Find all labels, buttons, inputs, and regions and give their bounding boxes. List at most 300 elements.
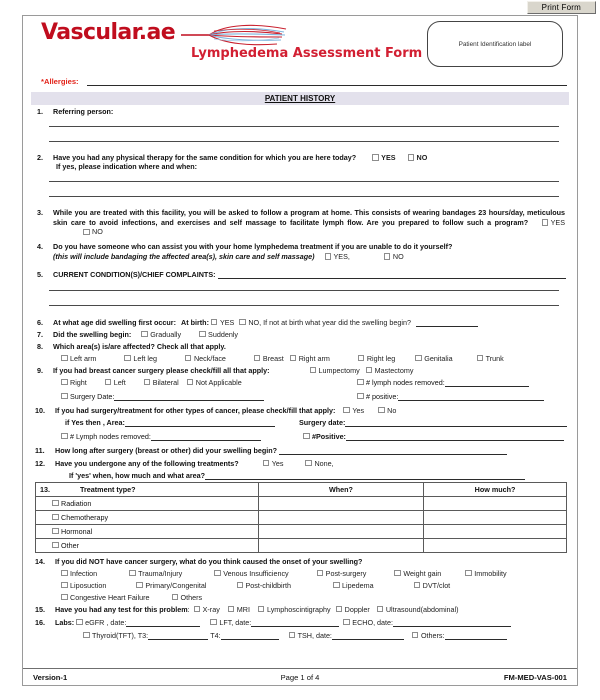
q15-number: 15. [35, 604, 45, 614]
q15-text: Have you had any test for this problem [55, 604, 188, 614]
question-15 [31, 605, 569, 614]
q5-text: CURRENT CONDITION(S)/CHIEF COMPLAINTS: [53, 269, 216, 279]
q8-right-leg-checkbox[interactable] [358, 355, 365, 362]
q9-option-left[interactable] [105, 378, 126, 387]
q9-right-checkbox[interactable] [61, 379, 68, 386]
lymphoscintigraphy-checkbox[interactable] [258, 606, 265, 613]
q9-text: If you had breast cancer surgery please check/fill all that apply: [53, 365, 270, 375]
q8-option-right-leg[interactable] [358, 354, 395, 363]
radiation-checkbox[interactable] [52, 500, 59, 507]
doppler-checkbox[interactable] [336, 606, 343, 613]
q2-no-checkbox[interactable] [408, 154, 415, 161]
egfr-label: eGFR , date: [85, 617, 127, 627]
treatment-row-chemotherapy[interactable] [36, 510, 259, 524]
lipedema-checkbox[interactable] [333, 582, 340, 589]
q12-none-checkbox[interactable] [305, 460, 312, 467]
q7-gradually-checkbox[interactable] [141, 331, 148, 338]
page-title: Lymphedema Assessment Form [191, 46, 423, 61]
hormonal-checkbox[interactable] [52, 528, 59, 535]
weight-gain-label: Weight gain [403, 568, 442, 578]
section-patient-history [31, 92, 569, 105]
footer-page-number: Page 1 of 4 [280, 672, 320, 682]
q10-positive-label: #Positive: [312, 431, 346, 441]
q11-text: How long after surgery (breast or other) did your swelling begin? [55, 445, 278, 455]
q9-surgery-date-input[interactable] [114, 393, 264, 401]
q1-input-line-1[interactable] [49, 126, 559, 127]
q14-options-row-2 [31, 581, 569, 590]
question-14 [31, 557, 569, 566]
post-childbirth-checkbox[interactable] [237, 582, 244, 589]
q10-surgery-date-label: Surgery date: [299, 417, 346, 427]
q10-no-option[interactable] [378, 406, 396, 415]
q2-yes-option[interactable] [372, 153, 395, 162]
q12-sub-row [31, 471, 569, 480]
q9-positive-field[interactable] [357, 392, 544, 401]
radiation-how-much-cell[interactable] [424, 496, 567, 510]
other-checkbox[interactable] [52, 542, 59, 549]
q8-options-row [31, 354, 569, 363]
q14-number: 14. [35, 556, 45, 566]
q8-left-arm-label: Left arm [70, 353, 97, 363]
ultrasound-label: Ultrasound(abdominal) [385, 604, 459, 614]
q7-gradually-label: Gradually [150, 329, 182, 339]
q13-number: 13. [40, 484, 50, 494]
q8-option-genitalia[interactable] [415, 354, 452, 363]
q14-option-dvt-clot[interactable] [414, 581, 451, 590]
tsh-checkbox[interactable] [289, 632, 296, 639]
q6-yes-checkbox[interactable] [211, 319, 218, 326]
q3-no-checkbox[interactable] [83, 229, 90, 236]
q10-nodes-row [31, 432, 569, 442]
q9-positive-label: # positive: [366, 391, 399, 401]
question-4 [31, 242, 569, 261]
q12-text: Have you undergone any of the following treatments? [55, 458, 239, 468]
patient-id-label-text: Patient Identification label [458, 40, 532, 48]
q4-no-checkbox[interactable] [384, 253, 391, 260]
q4-text: Do you have someone who can assist you with your home lymphedema treatment if you are unable to do it yourself? [53, 242, 453, 252]
q16-tsh-field[interactable] [289, 631, 404, 640]
q9-option-right[interactable] [61, 378, 87, 387]
q2-input-line-2[interactable] [49, 196, 559, 197]
q2-text: Have you had any physical therapy for the same condition for which you are here today? [53, 153, 357, 162]
q12-yes-checkbox[interactable] [263, 460, 270, 467]
q10-surgery-date-field[interactable] [299, 418, 567, 427]
egfr-date-input[interactable] [126, 619, 200, 627]
allergies-row [31, 76, 569, 92]
q3-no-option[interactable] [83, 227, 103, 237]
q6-year-input[interactable] [416, 319, 478, 327]
post-childbirth-label: Post-childbirth [245, 580, 292, 590]
vascular-logo-text: Vascular.ae [41, 20, 176, 45]
q14-others-label: Others [180, 592, 203, 602]
question-3 [31, 208, 569, 237]
hormonal-when-cell[interactable] [258, 524, 423, 538]
q8-left-arm-checkbox[interactable] [61, 355, 68, 362]
q7-option-suddenly[interactable] [199, 330, 238, 339]
q14-option-venous-insufficiency[interactable] [214, 569, 288, 578]
q3-text: While you are treated with this facility, you will be asked to follow a program at home. This consists of wearing bandages 23 hours/day, meticulous skin care to avoid infections, and exercises and self massage to facilitate lymph flow. Are you prepared to follow such a program? [53, 208, 565, 227]
question-7 [31, 330, 569, 339]
q8-option-neck-face[interactable] [185, 354, 226, 363]
q8-right-arm-label: Right arm [298, 353, 330, 363]
q16-echo-field[interactable] [343, 618, 511, 627]
required-asterisk: * [41, 77, 44, 86]
q10-yes-label: Yes [352, 405, 365, 415]
primary-congenital-label: Primary/Congenital [145, 580, 207, 590]
chemotherapy-when-cell[interactable] [258, 510, 423, 524]
question-16 [31, 618, 569, 627]
primary-congenital-checkbox[interactable] [136, 582, 143, 589]
q4-yes-option[interactable] [325, 252, 350, 262]
q10-area-row [31, 418, 569, 428]
q9-option-bilateral[interactable] [144, 378, 179, 387]
q2-yes-label: YES [381, 153, 396, 162]
q10-if-yes-label: if Yes then , Area: [65, 417, 125, 427]
print-form-button[interactable]: Print Form [527, 1, 596, 14]
q3-yes-label: YES [550, 217, 565, 227]
q14-option-infection[interactable] [61, 569, 97, 578]
dvt-clot-checkbox[interactable] [414, 582, 421, 589]
q4-no-label: NO [392, 251, 404, 261]
xray-label: X-ray [202, 604, 220, 614]
question-8 [31, 342, 569, 351]
q8-right-arm-checkbox[interactable] [290, 355, 297, 362]
q3-no-label: NO [92, 227, 103, 237]
q9-bilateral-checkbox[interactable] [144, 379, 151, 386]
patient-identification-label-box[interactable] [427, 21, 563, 67]
t3-input[interactable] [148, 632, 208, 640]
congestive-heart-failure-checkbox[interactable] [61, 594, 68, 601]
q7-number: 7. [37, 329, 43, 339]
q7-suddenly-label: Suddenly [208, 329, 239, 339]
q4-yes-label: YES, [333, 251, 350, 261]
q6-no-label: NO, If not at birth what year did the swelling begin? [248, 317, 411, 327]
q9-nodes-removed-input[interactable] [445, 379, 529, 387]
question-10 [31, 406, 569, 415]
q14-option-primary-congenital[interactable] [136, 581, 206, 590]
q8-left-leg-checkbox[interactable] [124, 355, 131, 362]
treatment-row-radiation[interactable] [36, 496, 259, 510]
q9-left-label: Left [113, 377, 126, 387]
q5-number: 5. [37, 269, 43, 279]
section-title: PATIENT HISTORY [264, 94, 336, 103]
q16-others-field[interactable] [412, 631, 507, 640]
infection-label: Infection [70, 568, 98, 578]
q16-others-input[interactable] [445, 632, 507, 640]
table-row [36, 496, 567, 510]
q3-number: 3. [37, 208, 43, 217]
q9-option-mastectomy[interactable] [366, 366, 414, 375]
q9-not-applicable-label: Not Applicable [195, 377, 242, 387]
q14-option-trauma-injury[interactable] [129, 569, 182, 578]
q8-option-trunk[interactable] [477, 354, 504, 363]
q16-egfr-field[interactable] [76, 618, 200, 627]
q14-option-post-childbirth[interactable] [237, 581, 292, 590]
q6-yes-option[interactable] [211, 318, 234, 327]
q15-option-mri[interactable] [228, 605, 250, 614]
q16-others-label: Others: [420, 630, 445, 640]
question-6 [31, 318, 569, 327]
q9-mastectomy-checkbox[interactable] [366, 367, 373, 374]
q9-left-checkbox[interactable] [105, 379, 112, 386]
q16-labs-label: Labs: [55, 617, 75, 627]
q14-options-row-3 [31, 593, 569, 602]
liposuction-checkbox[interactable] [61, 582, 68, 589]
q4-yes-checkbox[interactable] [325, 253, 332, 260]
q15-option-doppler[interactable] [336, 605, 370, 614]
lft-checkbox[interactable] [210, 619, 217, 626]
q8-option-left-arm[interactable] [61, 354, 96, 363]
q10-area-input[interactable] [125, 419, 275, 427]
trauma-injury-checkbox[interactable] [129, 570, 136, 577]
venous-insufficiency-checkbox[interactable] [214, 570, 221, 577]
table-row [36, 524, 567, 538]
when-header: When? [258, 482, 423, 496]
q12-none-option[interactable] [305, 459, 333, 468]
allergies-label: *Allergies: [41, 77, 79, 86]
form-header [31, 16, 569, 76]
q7-option-gradually[interactable] [141, 330, 181, 339]
how-much-header: How much? [424, 482, 567, 496]
question-11 [31, 446, 569, 455]
q8-text: Which area(s) is/are affected? Check all that apply. [53, 341, 226, 351]
q6-no-checkbox[interactable] [239, 319, 246, 326]
treatment-table [35, 482, 567, 553]
q7-text: Did the swelling begin: [53, 329, 132, 339]
vein-leaf-logo-icon [181, 22, 291, 48]
thyroid-checkbox[interactable] [83, 632, 90, 639]
q6-at-birth-label: At birth: [181, 317, 209, 327]
question-9 [31, 366, 569, 375]
q9-mastectomy-label: Mastectomy [374, 365, 414, 375]
mri-label: MRI [236, 604, 250, 614]
question-1 [31, 107, 569, 116]
q2-number: 2. [37, 153, 43, 162]
radiation-when-cell[interactable] [258, 496, 423, 510]
q4-italic-note: (this will include bandaging the affected area(s), skin care and self massage) [53, 251, 315, 261]
question-5 [31, 270, 569, 279]
post-surgery-checkbox[interactable] [317, 570, 324, 577]
footer-version: Version-1 [33, 672, 68, 682]
question-12 [31, 459, 569, 468]
immobility-checkbox[interactable] [465, 570, 472, 577]
q5-input-line-2[interactable] [49, 290, 559, 291]
q14-others-checkbox[interactable] [172, 594, 179, 601]
q9-positive-input[interactable] [398, 393, 544, 401]
q1-input-line-2[interactable] [49, 141, 559, 142]
q2-input-line-1[interactable] [49, 181, 559, 182]
q8-number: 8. [37, 341, 43, 351]
q14-option-lipedema[interactable] [333, 581, 374, 590]
q9-nodes-removed-label: # lymph nodes removed: [366, 377, 445, 387]
q8-option-right-arm[interactable] [290, 354, 330, 363]
allergies-input[interactable] [87, 85, 567, 86]
q9-surgery-date-label: Surgery Date: [70, 391, 115, 401]
q8-neck-face-checkbox[interactable] [185, 355, 192, 362]
lft-date-input[interactable] [251, 619, 339, 627]
liposuction-label: Liposuction [70, 580, 107, 590]
q16-t4-field[interactable] [210, 631, 278, 640]
q8-option-breast[interactable] [254, 354, 284, 363]
chemotherapy-checkbox[interactable] [52, 514, 59, 521]
q14-option-liposuction[interactable] [61, 581, 106, 590]
q9-lumpectomy-label: Lumpectomy [318, 365, 360, 375]
q6-yes-label: YES [219, 317, 235, 327]
q6-no-option[interactable] [239, 318, 411, 327]
q12-yes-option[interactable] [263, 459, 284, 468]
q10-nodes-removed-field[interactable] [61, 432, 261, 441]
q15-option-ultrasound[interactable] [377, 605, 459, 614]
tsh-date-input[interactable] [332, 632, 404, 640]
echo-label: ECHO, date: [352, 617, 394, 627]
q12-none-label: None, [314, 458, 334, 468]
q9-side-row [31, 378, 569, 388]
echo-checkbox[interactable] [343, 619, 350, 626]
chemotherapy-how-much-cell[interactable] [424, 510, 567, 524]
q12-yes-label: Yes [271, 458, 284, 468]
q14-text: If you did NOT have cancer surgery, what do you think caused the onset of your swelling? [55, 556, 363, 566]
infection-checkbox[interactable] [61, 570, 68, 577]
doppler-label: Doppler [344, 604, 370, 614]
q2-yes-checkbox[interactable] [372, 154, 379, 161]
q10-text: If you had surgery/treatment for other types of cancer, please check/fill that apply: [55, 405, 336, 415]
q10-number: 10. [35, 405, 45, 415]
treatment-row-other[interactable] [36, 538, 259, 552]
q8-trunk-checkbox[interactable] [477, 355, 484, 362]
xray-checkbox[interactable] [194, 606, 201, 613]
q15-colon: : [187, 604, 190, 614]
q8-genitalia-checkbox[interactable] [415, 355, 422, 362]
footer-form-code: FM-MED-VAS-001 [503, 672, 567, 682]
q8-neck-face-label: Neck/face [193, 353, 226, 363]
form-footer [23, 668, 577, 685]
treatment-type-header [36, 482, 259, 496]
q14-option-weight-gain[interactable] [394, 569, 441, 578]
q14-option-post-surgery[interactable] [317, 569, 367, 578]
q6-number: 6. [37, 317, 43, 327]
q2-subtext: If yes, please indication where and when: [56, 162, 197, 171]
table-header-row [36, 482, 567, 496]
egfr-checkbox[interactable] [76, 619, 83, 626]
q10-yes-checkbox[interactable] [343, 407, 350, 414]
q16-lft-field[interactable] [210, 618, 339, 627]
immobility-label: Immobility [474, 568, 507, 578]
q11-input[interactable] [279, 447, 507, 455]
echo-date-input[interactable] [393, 619, 511, 627]
q2-no-option[interactable] [408, 153, 428, 162]
q9-nodes-removed-checkbox[interactable] [357, 379, 364, 386]
q9-surgery-date-field[interactable] [61, 392, 264, 401]
q10-nodes-removed-checkbox[interactable] [61, 433, 68, 440]
mri-checkbox[interactable] [228, 606, 235, 613]
q1-text: Referring person: [53, 107, 114, 116]
t4-input[interactable] [221, 632, 279, 640]
q8-genitalia-label: Genitalia [424, 353, 453, 363]
treatment-type-label: Treatment type? [80, 484, 136, 494]
q8-left-leg-label: Left leg [133, 353, 157, 363]
congestive-heart-failure-label: Congestive Heart Failure [70, 592, 150, 602]
venous-insufficiency-label: Venous Insufficiency [223, 568, 289, 578]
other-label: Other [61, 540, 79, 550]
q12-number: 12. [35, 458, 45, 468]
trauma-injury-label: Trauma/Injury [138, 568, 183, 578]
q16-number: 16. [35, 617, 45, 627]
q16-others-checkbox[interactable] [412, 632, 419, 639]
q14-option-others[interactable] [172, 593, 203, 602]
q16-thyroid-field[interactable] [83, 631, 208, 640]
q10-no-checkbox[interactable] [378, 407, 385, 414]
lymphoscintigraphy-label: Lymphoscintigraphy [266, 604, 331, 614]
dvt-clot-label: DVT/clot [422, 580, 451, 590]
q10-positive-field[interactable] [303, 432, 564, 441]
q10-positive-input[interactable] [346, 433, 564, 441]
ultrasound-checkbox[interactable] [377, 606, 384, 613]
print-toolbar [0, 0, 600, 15]
q9-surgery-date-row [31, 392, 569, 402]
tsh-label: TSH, date: [297, 630, 332, 640]
q9-option-lumpectomy[interactable] [310, 366, 360, 375]
lipedema-label: Lipedema [342, 580, 374, 590]
q12-subtext: If 'yes' when, how much and what area? [69, 470, 206, 480]
q10-positive-checkbox[interactable] [303, 433, 310, 440]
q15-option-lymphoscintigraphy[interactable] [258, 605, 331, 614]
q10-yes-option[interactable] [343, 406, 364, 415]
q2-no-label: NO [416, 153, 428, 162]
q14-options-row-1 [31, 569, 569, 578]
chemotherapy-label: Chemotherapy [61, 512, 109, 522]
weight-gain-checkbox[interactable] [394, 570, 401, 577]
q5-input-line-3[interactable] [49, 305, 559, 306]
q4-no-option[interactable] [384, 252, 404, 262]
other-how-much-cell[interactable] [424, 538, 567, 552]
q8-breast-label: Breast [262, 353, 284, 363]
q9-bilateral-label: Bilateral [152, 377, 179, 387]
q15-option-xray[interactable] [194, 605, 220, 614]
q9-nodes-removed-field[interactable] [357, 378, 529, 387]
q9-not-applicable-checkbox[interactable] [187, 379, 194, 386]
q10-nodes-removed-input[interactable] [151, 433, 261, 441]
q10-surgery-date-input[interactable] [345, 419, 567, 427]
q12-input[interactable] [205, 472, 525, 480]
q5-input-line-1[interactable] [218, 271, 566, 279]
q9-lumpectomy-checkbox[interactable] [310, 367, 317, 374]
q8-option-left-leg[interactable] [124, 354, 157, 363]
q9-positive-checkbox[interactable] [357, 393, 364, 400]
q6-text: At what age did swelling first occur: [53, 317, 177, 327]
lft-label: LFT, date: [219, 617, 252, 627]
q9-surgery-date-checkbox[interactable] [61, 393, 68, 400]
q9-option-not-applicable[interactable] [187, 378, 242, 387]
q14-option-congestive-heart-failure[interactable] [61, 593, 150, 602]
t4-label: T4: [210, 630, 221, 640]
form-page [22, 15, 578, 686]
q14-option-immobility[interactable] [465, 569, 506, 578]
q7-suddenly-checkbox[interactable] [199, 331, 206, 338]
q8-trunk-label: Trunk [485, 353, 504, 363]
other-when-cell[interactable] [258, 538, 423, 552]
question-2 [31, 153, 569, 171]
q8-breast-checkbox[interactable] [254, 355, 261, 362]
q1-number: 1. [37, 107, 43, 116]
table-row [36, 538, 567, 552]
post-surgery-label: Post-surgery [325, 568, 367, 578]
q8-right-leg-label: Right leg [366, 353, 396, 363]
q3-yes-option[interactable] [542, 218, 565, 228]
treatment-row-hormonal[interactable] [36, 524, 259, 538]
table-row [36, 510, 567, 524]
q3-yes-checkbox[interactable] [542, 219, 549, 226]
hormonal-how-much-cell[interactable] [424, 524, 567, 538]
